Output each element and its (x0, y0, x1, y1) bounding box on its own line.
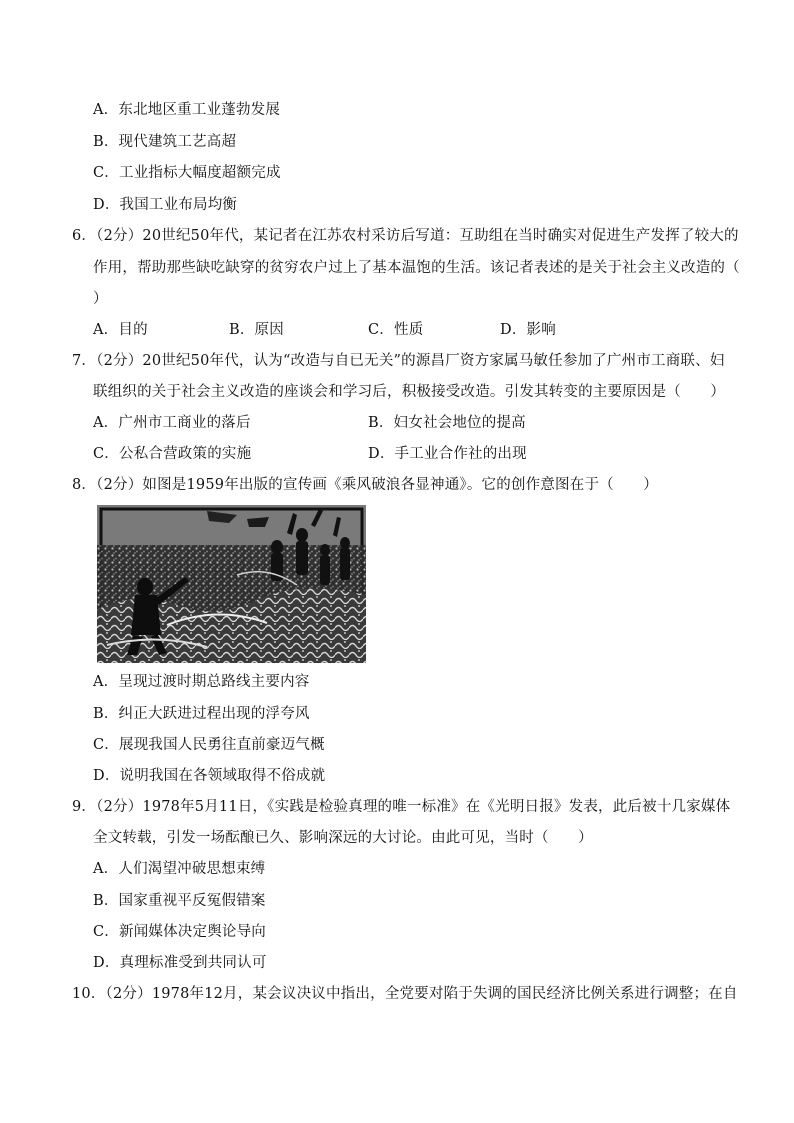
q6-stem-line-1: 6．（2分）20世纪50年代，某记者在江苏农村采访后写道：互助组在当时确实对促进生产发挥了较大的 (72, 228, 739, 244)
q10-stem-line-1: 10．（2分）1978年12月，某会议决议中指出，全党要对陷于失调的国民经济比例关系进行调整；在自 (72, 986, 738, 1002)
q6-stem-line-2: 作用，帮助那些缺吃缺穿的贫穷农户过上了基本温饱的生活。该记者表述的是关于社会主义改造的（ (93, 260, 740, 276)
q8-option-d: D．说明我国在各领域取得不俗成就 (93, 768, 326, 784)
q8-stem-line-1: 8．（2分）如图是1959年出版的宣传画《乘风破浪各显神通》。它的创作意图在于（ ） (72, 477, 658, 493)
propaganda-poster-image (97, 505, 366, 663)
q5-option-d: D．我国工业布局均衡 (93, 197, 238, 213)
q6-option-d: D．影响 (500, 322, 556, 338)
q5-option-c: C．工业指标大幅度超额完成 (93, 165, 281, 181)
q7-option-b: B．妇女社会地位的提高 (368, 415, 526, 431)
q6-option-a: A．目的 (93, 322, 148, 338)
q5-option-b: B．现代建筑工艺高超 (93, 134, 237, 150)
q7-option-a: A．广州市工商业的落后 (93, 415, 251, 431)
q9-option-d: D．真理标准受到共同认可 (93, 955, 267, 971)
q7-option-c: C．公私合营政策的实施 (93, 446, 252, 462)
q8-option-b: B．纠正大跃进过程出现的浮夸风 (93, 706, 310, 722)
q7-stem-line-1: 7．（2分）20世纪50年代，认为“改造与自已无关”的源昌厂资方家属马敏任参加了广州市工商联、妇 (72, 353, 725, 369)
q7-stem-line-2: 联组织的关于社会主义改造的座谈会和学习后，积极接受改造。引发其转变的主要原因是（ ） (93, 384, 726, 400)
q9-option-b: B．国家重视平反冤假错案 (93, 893, 266, 909)
q7-option-d: D．手工业合作社的出现 (368, 446, 527, 462)
q9-stem-line-2: 全文转载，引发一场酝酿已久、影响深远的大讨论。由此可见，当时（ ） (93, 830, 593, 846)
q9-option-a: A．人们渴望冲破思想束缚 (93, 861, 266, 877)
q9-stem-line-1: 9．（2分）1978年5月11日，《实践是检验真理的唯一标准》在《光明日报》发表，此后被十几家媒体 (72, 799, 731, 815)
q9-option-c: C．新闻媒体决定舆论导向 (93, 924, 266, 940)
q8-option-a: A．呈现过渡时期总路线主要内容 (93, 674, 310, 690)
q6-stem-line-3: ） (93, 291, 108, 307)
q6-option-c: C．性质 (368, 322, 424, 338)
q6-option-b: B．原因 (229, 322, 284, 338)
q8-option-c: C．展现我国人民勇往直前豪迈气概 (93, 737, 325, 753)
q5-option-a: A．东北地区重工业蓬勃发展 (93, 102, 281, 118)
